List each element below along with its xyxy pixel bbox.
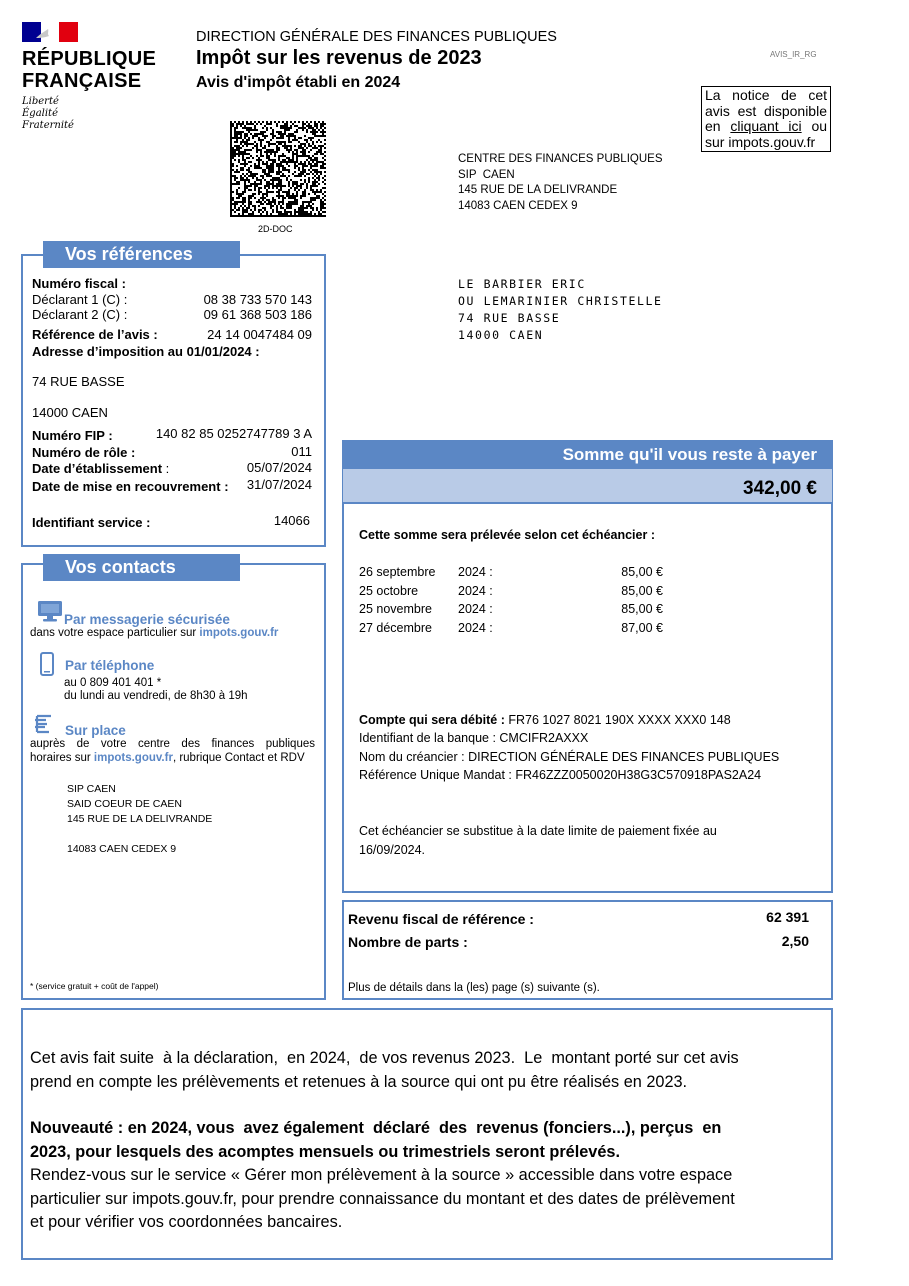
- payment-amount: 342,00 €: [743, 478, 817, 499]
- schedule-amount: 85,00 €: [621, 583, 663, 598]
- messagerie-text: [30, 627, 278, 639]
- schedule-date: 27 décembre: [359, 620, 432, 635]
- info-p2-line: Nouveauté : en 2024, vous avez également déclaré des revenus (fonciers...), perçus en: [30, 1119, 722, 1137]
- motto-egalite: Égalité: [22, 108, 58, 119]
- telephone-number: au 0 809 401 401 *: [64, 677, 162, 689]
- sender-address: [458, 152, 662, 214]
- sur-place-line2: [30, 752, 305, 764]
- republique-francaise-logo: [22, 22, 157, 134]
- recipient-line: LE BARBIER ERIC: [458, 277, 586, 291]
- recipient-line: OU LEMARINIER CHRISTELLE: [458, 294, 663, 308]
- notice-text-2: ou sur impots.gouv.fr: [705, 118, 828, 150]
- ref-avis-value: 24 14 0047484 09: [207, 327, 312, 342]
- sur-place-heading: Sur place: [65, 723, 126, 738]
- declarant1-label: Déclarant 1 (C) :: [32, 292, 128, 307]
- office-line: 145 RUE DE LA DELIVRANDE: [67, 813, 213, 825]
- details-note: Plus de détails dans la (les) page (s) suivante (s).: [348, 982, 600, 994]
- declarant1-value: 08 38 733 570 143: [203, 292, 312, 307]
- schedule-row: [359, 565, 669, 584]
- info-p2-line: 2023, pour lesquels des acomptes mensuels ou trimestriels seront prélevés.: [30, 1142, 620, 1161]
- adresse-line1: 74 RUE BASSE: [32, 374, 125, 389]
- telephone-hours: du lundi au vendredi, de 8h30 à 19h: [64, 690, 248, 702]
- motto-fraternite: Fraternité: [22, 120, 74, 131]
- schedule-row: [359, 584, 669, 603]
- payment-title: Somme qu'il vous reste à payer: [562, 445, 817, 464]
- telephone-heading: Par téléphone: [65, 658, 155, 673]
- rf-name-line1: RÉPUBLIQUE: [22, 48, 157, 70]
- schedule-table: [359, 565, 669, 639]
- notice-box: [701, 86, 831, 152]
- schedule-date: 25 octobre: [359, 583, 419, 598]
- date-etab-label-text: Date d’établissement: [32, 461, 163, 476]
- references-content: [32, 276, 312, 536]
- parts-value: 2,50: [781, 933, 809, 949]
- account-value: FR76 1027 8021 190X XXXX XXX0 148: [504, 713, 731, 727]
- role-value: 011: [291, 444, 312, 459]
- info-p3-line: Rendez-vous sur le service « Gérer mon prélèvement à la source » accessible dans votre espace: [30, 1166, 733, 1184]
- sur-place-rubrique: , rubrique Contact et RDV: [172, 752, 305, 764]
- euro-building-icon: [34, 713, 54, 735]
- date-etab-colon: :: [162, 461, 170, 476]
- schedule-date: 25 novembre: [359, 602, 432, 616]
- sender-line: SIP CAEN: [458, 168, 515, 181]
- info-text: [30, 1047, 830, 1235]
- barcode-label: 2D-DOC: [258, 224, 293, 234]
- creditor-name: Nom du créancier : DIRECTION GÉNÉRALE DES FINANCES PUBLIQUES: [359, 749, 780, 764]
- schedule-row: [359, 621, 669, 640]
- bank-details: [359, 711, 779, 784]
- office-address: [67, 782, 212, 857]
- motto-liberte: Liberté: [22, 96, 59, 107]
- ref-avis-label: Référence de l’avis :: [32, 327, 158, 342]
- declarant2-value: 09 61 368 503 186: [203, 307, 312, 322]
- numero-fiscal-label: Numéro fiscal :: [32, 276, 126, 291]
- messagerie-desc: dans votre espace particulier sur: [30, 627, 197, 639]
- adresse-label: Adresse d’imposition au 01/01/2024 :: [32, 344, 260, 359]
- schedule-note-line: 16/09/2024.: [359, 842, 426, 857]
- page-subtitle: Avis d'impôt établi en 2024: [196, 74, 401, 91]
- dgfip-heading: DIRECTION GÉNÉRALE DES FINANCES PUBLIQUES: [196, 29, 557, 45]
- rf-name-line2: FRANÇAISE: [22, 70, 142, 92]
- 2d-doc-barcode: [230, 121, 326, 217]
- role-label: Numéro de rôle :: [32, 445, 136, 460]
- mandate-reference: Référence Unique Mandat : FR46ZZZ0050020H38G3C570918PAS2A24: [359, 767, 762, 782]
- contacts-title: Vos contacts: [43, 554, 240, 581]
- date-recouv-label: Date de mise en recouvrement :: [32, 479, 229, 494]
- schedule-date: 26 septembre: [359, 565, 436, 579]
- account-line: [359, 711, 779, 729]
- schedule-year: 2024 :: [458, 602, 493, 616]
- sur-place-text: horaires sur: [30, 752, 91, 764]
- sender-line: 145 RUE DE LA DELIVRANDE: [458, 184, 618, 196]
- office-line: SIP CAEN: [67, 783, 116, 795]
- computer-icon: [37, 600, 63, 622]
- schedule-amount: 87,00 €: [621, 620, 663, 635]
- schedule-year: 2024 :: [458, 583, 493, 598]
- info-p3-line: et pour vérifier vos coordonnées bancaires.: [30, 1213, 343, 1231]
- schedule-amount: 85,00 €: [621, 565, 663, 579]
- account-label: Compte qui sera débité :: [359, 713, 505, 727]
- marianne-flag-icon: [22, 22, 78, 42]
- document-code: AVIS_IR_RG: [770, 50, 817, 59]
- phone-icon: [40, 652, 54, 676]
- schedule-note: [359, 822, 717, 859]
- recipient-line: 14000 CAEN: [458, 328, 544, 342]
- sur-place-line1: auprès de votre centre des finances publiques: [30, 738, 315, 750]
- schedule-year: 2024 :: [458, 620, 493, 635]
- parts-label: Nombre de parts :: [348, 934, 468, 950]
- rfr-label: Revenu fiscal de référence :: [348, 911, 534, 927]
- rfr-value: 62 391: [766, 909, 809, 925]
- fip-label: Numéro FIP :: [32, 428, 113, 443]
- messagerie-link[interactable]: impots.gouv.fr: [199, 627, 279, 639]
- office-line: 14083 CAEN CEDEX 9: [67, 843, 177, 855]
- footnote: * (service gratuit + coût de l'appel): [30, 981, 159, 991]
- schedule-row: [359, 602, 669, 621]
- schedule-intro: Cette somme sera prélevée selon cet échéancier :: [359, 528, 655, 542]
- fip-value: 140 82 85 0252747789 3 A: [155, 426, 312, 441]
- schedule-note-line: Cet échéancier se substitue à la date limite de paiement fixée au: [359, 824, 717, 838]
- schedule-year: 2024 :: [458, 565, 493, 579]
- date-recouv-value: 31/07/2024: [246, 477, 312, 492]
- schedule-amount: 85,00 €: [621, 602, 663, 616]
- sender-line: CENTRE DES FINANCES PUBLIQUES: [458, 153, 663, 165]
- info-p1-line: prend en compte les prélèvements et retenues à la source qui ont pu être réalisés en 2023.: [30, 1072, 688, 1091]
- info-p1-line: Cet avis fait suite à la déclaration, en 2024, de vos revenus 2023. Le montant porté sur cet avis: [30, 1049, 739, 1067]
- declarant2-label: Déclarant 2 (C) :: [32, 307, 128, 322]
- identifiant-value: 14066: [273, 513, 310, 528]
- notice-link[interactable]: cliquant ici: [730, 118, 802, 134]
- identifiant-label: Identifiant service :: [32, 515, 151, 530]
- messagerie-heading: Par messagerie sécurisée: [64, 612, 230, 627]
- sur-place-link[interactable]: impots.gouv.fr: [93, 752, 173, 764]
- bank-id: Identifiant de la banque : CMCIFR2AXXX: [359, 731, 589, 746]
- date-etab-value: 05/07/2024: [246, 460, 312, 475]
- sender-line: 14083 CAEN CEDEX 9: [458, 199, 578, 212]
- page-title: Impôt sur les revenus de 2023: [196, 47, 482, 69]
- adresse-line2: 14000 CAEN: [32, 405, 108, 420]
- references-title: Vos références: [43, 241, 240, 268]
- notice-text-1: La notice de cet avis est disponible en: [705, 87, 827, 134]
- office-line: SAID COEUR DE CAEN: [67, 798, 182, 810]
- recipient-line: 74 RUE BASSE: [458, 311, 561, 325]
- recipient-address: [458, 276, 663, 344]
- info-p3-line: particulier sur impots.gouv.fr, pour prendre connaissance du montant et des dates de prélèvement: [30, 1189, 735, 1208]
